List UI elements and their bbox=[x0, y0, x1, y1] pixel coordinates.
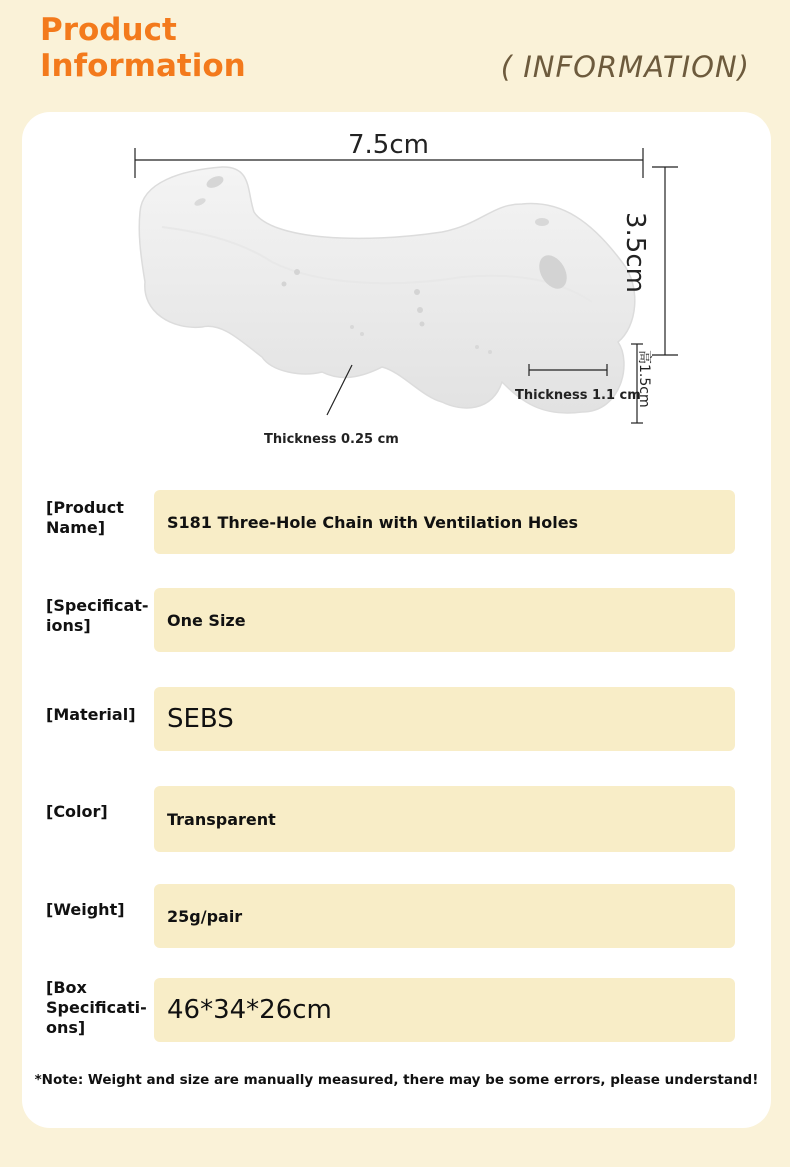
page-title bbox=[40, 12, 246, 84]
page-subtitle: ( INFORMATION) bbox=[500, 50, 750, 84]
info-card bbox=[22, 112, 771, 1128]
thickness-bottom-label: Thickness 0.25 cm bbox=[264, 432, 399, 447]
spec-label: [Material] bbox=[46, 705, 136, 724]
spec-value: SEBS bbox=[154, 687, 735, 751]
spec-label: [Box Specificati-ons] bbox=[46, 978, 147, 1037]
thickness-side-label: Thickness 1.1 cm bbox=[515, 388, 641, 403]
toe-separator-illustration bbox=[22, 112, 771, 452]
spec-value: One Size bbox=[154, 588, 735, 652]
page-title-line2: Information bbox=[40, 48, 246, 84]
spec-value: 46*34*26cm bbox=[154, 978, 735, 1042]
page-title-line1: Product bbox=[40, 12, 177, 48]
spec-label: [Specificat-ions] bbox=[46, 596, 149, 635]
height-dimension-label: 3.5cm bbox=[620, 212, 650, 293]
spec-label: [Product Name] bbox=[46, 498, 124, 537]
spec-label: [Weight] bbox=[46, 900, 125, 919]
width-dimension-label: 7.5cm bbox=[348, 130, 429, 160]
spec-value: S181 Three-Hole Chain with Ventilation Holes bbox=[154, 490, 735, 554]
product-diagram bbox=[22, 112, 771, 452]
measurement-note: *Note: Weight and size are manually measured, there may be some errors, please understand! bbox=[34, 1072, 759, 1088]
spec-label: [Color] bbox=[46, 802, 108, 821]
height-small-dimension-label: 高1.5cm bbox=[636, 350, 652, 408]
spec-value: 25g/pair bbox=[154, 884, 735, 948]
spec-value: Transparent bbox=[154, 786, 735, 852]
